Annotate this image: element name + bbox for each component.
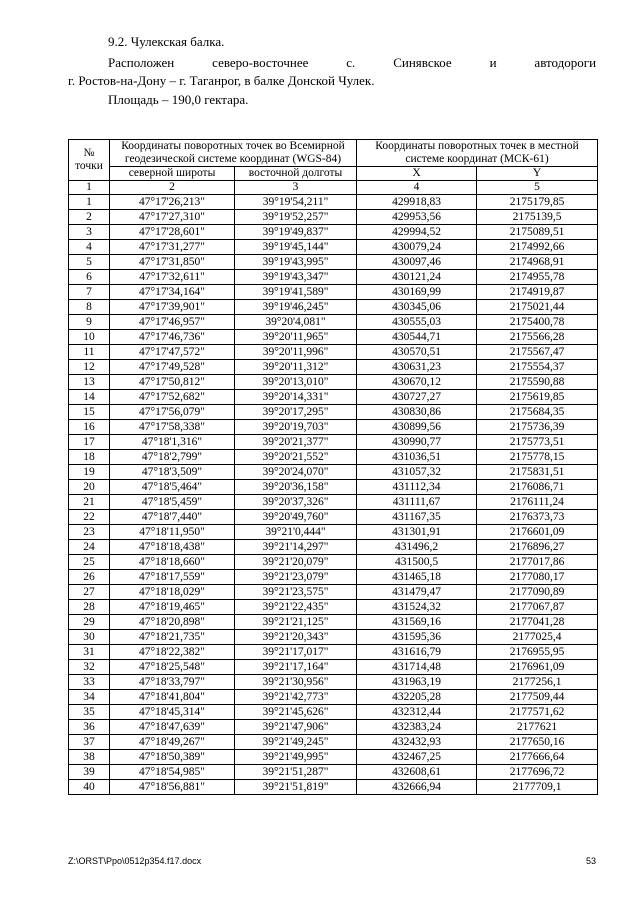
y-cell: 2175567,47 — [477, 345, 598, 360]
latitude-cell: 47°18'21,735" — [110, 630, 235, 645]
coordinates-table — [68, 139, 598, 795]
y-cell: 2177666,64 — [477, 750, 598, 765]
table-row — [69, 480, 598, 495]
point-number: 7 — [69, 285, 110, 300]
msk61-group-header: Координаты поворотных точек в местной системе координат (МСК-61) — [357, 140, 598, 167]
x-cell: 431167,35 — [357, 510, 477, 525]
y-cell: 2175089,51 — [477, 225, 598, 240]
x-cell: 430121,24 — [357, 270, 477, 285]
point-number: 31 — [69, 645, 110, 660]
table-row — [69, 330, 598, 345]
y-cell: 2175736,39 — [477, 420, 598, 435]
y-cell: 2175619,85 — [477, 390, 598, 405]
table-row — [69, 300, 598, 315]
table-row — [69, 240, 598, 255]
longitude-cell: 39°20'4,081" — [235, 315, 357, 330]
y-cell: 2176955,95 — [477, 645, 598, 660]
latitude-cell: 47°18'7,440" — [110, 510, 235, 525]
table-row — [69, 420, 598, 435]
point-number: 23 — [69, 525, 110, 540]
longitude-cell: 39°19'52,257" — [235, 210, 357, 225]
x-cell: 431595,36 — [357, 630, 477, 645]
longitude-cell: 39°19'45,144" — [235, 240, 357, 255]
x-cell: 431036,51 — [357, 450, 477, 465]
point-number: 16 — [69, 420, 110, 435]
x-cell: 431500,5 — [357, 555, 477, 570]
y-cell: 2176086,71 — [477, 480, 598, 495]
y-cell: 2177090,89 — [477, 585, 598, 600]
y-cell: 2175566,28 — [477, 330, 598, 345]
x-cell: 429953,56 — [357, 210, 477, 225]
y-cell: 2176111,24 — [477, 495, 598, 510]
area-text: Площадь – 190,0 гектара. — [108, 92, 249, 107]
table-row — [69, 510, 598, 525]
longitude-cell: 39°21'14,297" — [235, 540, 357, 555]
longitude-cell: 39°21'20,079" — [235, 555, 357, 570]
longitude-cell: 39°21'51,819" — [235, 780, 357, 795]
point-number: 9 — [69, 315, 110, 330]
location-word: и — [489, 55, 497, 70]
point-number: 27 — [69, 585, 110, 600]
point-number: 22 — [69, 510, 110, 525]
table-row — [69, 195, 598, 210]
y-cell: 2176961,09 — [477, 660, 598, 675]
y-cell: 2177571,62 — [477, 705, 598, 720]
latitude-cell: 47°17'34,164" — [110, 285, 235, 300]
column-number: 5 — [477, 181, 598, 195]
latitude-cell: 47°18'33,797" — [110, 675, 235, 690]
y-cell: 2175021,44 — [477, 300, 598, 315]
x-cell: 432666,94 — [357, 780, 477, 795]
longitude-cell: 39°21'23,079" — [235, 570, 357, 585]
longitude-cell: 39°20'37,326" — [235, 495, 357, 510]
longitude-cell: 39°19'41,589" — [235, 285, 357, 300]
latitude-cell: 47°18'18,660" — [110, 555, 235, 570]
y-cell: 2177080,17 — [477, 570, 598, 585]
x-cell: 430990,77 — [357, 435, 477, 450]
location-word: Расположен — [108, 55, 175, 70]
longitude-header: восточной долготы — [235, 167, 357, 181]
x-cell: 431479,47 — [357, 585, 477, 600]
table-row — [69, 315, 598, 330]
latitude-cell: 47°18'49,267" — [110, 735, 235, 750]
latitude-cell: 47°17'32,611" — [110, 270, 235, 285]
y-cell: 2176601,09 — [477, 525, 598, 540]
point-number: 11 — [69, 345, 110, 360]
y-cell: 2177709,1 — [477, 780, 598, 795]
x-cell: 431111,67 — [357, 495, 477, 510]
y-cell: 2174919,87 — [477, 285, 598, 300]
section-title: 9.2. Чулекская балка. — [108, 34, 225, 49]
column-number: 2 — [110, 181, 235, 195]
table-row — [69, 270, 598, 285]
y-cell: 2174955,78 — [477, 270, 598, 285]
table-row — [69, 555, 598, 570]
latitude-cell: 47°18'22,382" — [110, 645, 235, 660]
point-number: 5 — [69, 255, 110, 270]
longitude-cell: 39°21'21,125" — [235, 615, 357, 630]
table-row — [69, 720, 598, 735]
longitude-cell: 39°20'11,996" — [235, 345, 357, 360]
longitude-cell: 39°21'20,343" — [235, 630, 357, 645]
latitude-cell: 47°17'50,812" — [110, 375, 235, 390]
table-row — [69, 405, 598, 420]
longitude-cell: 39°21'49,245" — [235, 735, 357, 750]
table-row — [69, 495, 598, 510]
table-row — [69, 375, 598, 390]
column-number: 3 — [235, 181, 357, 195]
point-number: 29 — [69, 615, 110, 630]
y-cell: 2175554,37 — [477, 360, 598, 375]
point-number: 14 — [69, 390, 110, 405]
y-cell: 2177650,16 — [477, 735, 598, 750]
latitude-cell: 47°18'41,804" — [110, 690, 235, 705]
point-number: 4 — [69, 240, 110, 255]
longitude-cell: 39°21'51,287" — [235, 765, 357, 780]
x-cell: 430097,46 — [357, 255, 477, 270]
y-cell: 2177256,1 — [477, 675, 598, 690]
longitude-cell: 39°20'21,377" — [235, 435, 357, 450]
x-cell: 432608,61 — [357, 765, 477, 780]
point-number: 20 — [69, 480, 110, 495]
table-row — [69, 225, 598, 240]
point-number: 17 — [69, 435, 110, 450]
table-row — [69, 600, 598, 615]
table-row — [69, 540, 598, 555]
longitude-cell: 39°20'36,158" — [235, 480, 357, 495]
point-number: 38 — [69, 750, 110, 765]
page-number: 53 — [585, 856, 596, 866]
latitude-cell: 47°17'28,601" — [110, 225, 235, 240]
longitude-cell: 39°20'24,070" — [235, 465, 357, 480]
table-row — [69, 435, 598, 450]
longitude-cell: 39°20'49,760" — [235, 510, 357, 525]
latitude-cell: 47°18'3,509" — [110, 465, 235, 480]
point-number: 10 — [69, 330, 110, 345]
x-cell: 430544,71 — [357, 330, 477, 345]
x-cell: 432383,24 — [357, 720, 477, 735]
x-cell: 430631,23 — [357, 360, 477, 375]
point-number: 6 — [69, 270, 110, 285]
x-cell: 430727,27 — [357, 390, 477, 405]
point-number: 25 — [69, 555, 110, 570]
table-row — [69, 525, 598, 540]
latitude-cell: 47°18'5,464" — [110, 480, 235, 495]
y-cell: 2177621 — [477, 720, 598, 735]
y-cell: 2175179,85 — [477, 195, 598, 210]
y-cell: 2177025,4 — [477, 630, 598, 645]
point-number: 18 — [69, 450, 110, 465]
x-cell: 431714,48 — [357, 660, 477, 675]
longitude-cell: 39°20'17,295" — [235, 405, 357, 420]
table-body — [69, 195, 598, 795]
table-row — [69, 780, 598, 795]
table-row — [69, 705, 598, 720]
longitude-cell: 39°21'22,435" — [235, 600, 357, 615]
wgs84-group-header: Координаты поворотных точек во Всемирной геодезической системе координат (WGS-84) — [110, 140, 357, 167]
longitude-cell: 39°21'49,995" — [235, 750, 357, 765]
table-row — [69, 465, 598, 480]
point-number: 21 — [69, 495, 110, 510]
longitude-cell: 39°21'42,773" — [235, 690, 357, 705]
point-number: 12 — [69, 360, 110, 375]
latitude-cell: 47°18'47,639" — [110, 720, 235, 735]
x-cell: 431465,18 — [357, 570, 477, 585]
point-number: 37 — [69, 735, 110, 750]
point-number: 30 — [69, 630, 110, 645]
longitude-cell: 39°19'43,995" — [235, 255, 357, 270]
latitude-cell: 47°17'31,850" — [110, 255, 235, 270]
x-cell: 431301,91 — [357, 525, 477, 540]
point-number: 13 — [69, 375, 110, 390]
point-number: 36 — [69, 720, 110, 735]
longitude-cell: 39°20'11,312" — [235, 360, 357, 375]
y-header: Y — [477, 167, 598, 181]
latitude-cell: 47°18'11,950" — [110, 525, 235, 540]
location-line-1 — [108, 55, 596, 71]
y-cell: 2174968,91 — [477, 255, 598, 270]
table-row — [69, 660, 598, 675]
x-cell: 431057,32 — [357, 465, 477, 480]
latitude-cell: 47°18'19,465" — [110, 600, 235, 615]
latitude-cell: 47°17'39,901" — [110, 300, 235, 315]
table-row — [69, 675, 598, 690]
point-number: 40 — [69, 780, 110, 795]
table-row — [69, 615, 598, 630]
latitude-cell: 47°18'56,881" — [110, 780, 235, 795]
y-cell: 2175778,15 — [477, 450, 598, 465]
table-row — [69, 285, 598, 300]
latitude-cell: 47°18'54,985" — [110, 765, 235, 780]
y-cell: 2176896,27 — [477, 540, 598, 555]
y-cell: 2177067,87 — [477, 600, 598, 615]
y-cell: 2175139,5 — [477, 210, 598, 225]
x-cell: 430345,06 — [357, 300, 477, 315]
point-number: 1 — [69, 195, 110, 210]
footer-file-path: Z:\ORST\Ppo\0512p354.f17.docx — [68, 856, 202, 866]
x-header: X — [357, 167, 477, 181]
latitude-cell: 47°18'18,029" — [110, 585, 235, 600]
point-number: 33 — [69, 675, 110, 690]
longitude-cell: 39°21'23,575" — [235, 585, 357, 600]
table-row — [69, 255, 598, 270]
latitude-cell: 47°18'25,548" — [110, 660, 235, 675]
point-number: 15 — [69, 405, 110, 420]
point-number: 26 — [69, 570, 110, 585]
point-number: 19 — [69, 465, 110, 480]
y-cell: 2175831,51 — [477, 465, 598, 480]
x-cell: 432312,44 — [357, 705, 477, 720]
latitude-cell: 47°18'1,316" — [110, 435, 235, 450]
longitude-cell: 39°21'17,017" — [235, 645, 357, 660]
x-cell: 431569,16 — [357, 615, 477, 630]
x-cell: 431112,34 — [357, 480, 477, 495]
longitude-cell: 39°21'17,164" — [235, 660, 357, 675]
latitude-cell: 47°17'46,736" — [110, 330, 235, 345]
y-cell: 2176373,73 — [477, 510, 598, 525]
x-cell: 430670,12 — [357, 375, 477, 390]
table-row — [69, 585, 598, 600]
x-cell: 432467,25 — [357, 750, 477, 765]
y-cell: 2177696,72 — [477, 765, 598, 780]
column-number: 4 — [357, 181, 477, 195]
point-number: 24 — [69, 540, 110, 555]
x-cell: 430570,51 — [357, 345, 477, 360]
table-row — [69, 690, 598, 705]
table-row — [69, 390, 598, 405]
latitude-cell: 47°17'27,310" — [110, 210, 235, 225]
latitude-cell: 47°18'20,898" — [110, 615, 235, 630]
longitude-cell: 39°20'14,331" — [235, 390, 357, 405]
y-cell: 2174992,66 — [477, 240, 598, 255]
latitude-header: северной широты — [110, 167, 235, 181]
latitude-cell: 47°18'18,438" — [110, 540, 235, 555]
longitude-cell: 39°21'47,906" — [235, 720, 357, 735]
x-cell: 431524,32 — [357, 600, 477, 615]
y-cell: 2177509,44 — [477, 690, 598, 705]
location-word: северо-восточнее — [212, 55, 309, 70]
x-cell: 430899,56 — [357, 420, 477, 435]
longitude-cell: 39°21'45,626" — [235, 705, 357, 720]
y-cell: 2175773,51 — [477, 435, 598, 450]
latitude-cell: 47°17'49,528" — [110, 360, 235, 375]
table-row — [69, 735, 598, 750]
location-word: автодороги — [534, 55, 597, 70]
x-cell: 430830,86 — [357, 405, 477, 420]
latitude-cell: 47°17'58,338" — [110, 420, 235, 435]
point-number: 3 — [69, 225, 110, 240]
table-row — [69, 765, 598, 780]
longitude-cell: 39°21'30,956" — [235, 675, 357, 690]
table-row — [69, 210, 598, 225]
y-cell: 2177041,28 — [477, 615, 598, 630]
point-number: 2 — [69, 210, 110, 225]
point-number: 8 — [69, 300, 110, 315]
y-cell: 2175590,88 — [477, 375, 598, 390]
x-cell: 430555,03 — [357, 315, 477, 330]
location-word: с. — [346, 55, 356, 70]
point-number: 39 — [69, 765, 110, 780]
x-cell: 431963,19 — [357, 675, 477, 690]
latitude-cell: 47°17'52,682" — [110, 390, 235, 405]
longitude-cell: 39°20'19,703" — [235, 420, 357, 435]
x-cell: 431496,2 — [357, 540, 477, 555]
longitude-cell: 39°20'11,965" — [235, 330, 357, 345]
table-row — [69, 360, 598, 375]
point-number: 35 — [69, 705, 110, 720]
y-cell: 2175684,35 — [477, 405, 598, 420]
longitude-cell: 39°20'21,552" — [235, 450, 357, 465]
longitude-cell: 39°19'43,347" — [235, 270, 357, 285]
x-cell: 431616,79 — [357, 645, 477, 660]
latitude-cell: 47°17'47,572" — [110, 345, 235, 360]
latitude-cell: 47°17'26,213" — [110, 195, 235, 210]
table-row — [69, 630, 598, 645]
x-cell: 430079,24 — [357, 240, 477, 255]
longitude-cell: 39°21'0,444" — [235, 525, 357, 540]
latitude-cell: 47°18'17,559" — [110, 570, 235, 585]
location-line-2: г. Ростов-на-Дону – г. Таганрог, в балке Донской Чулек. — [68, 73, 375, 88]
table-row — [69, 345, 598, 360]
y-cell: 2177017,86 — [477, 555, 598, 570]
location-word: Синявское — [393, 55, 452, 70]
x-cell: 432432,93 — [357, 735, 477, 750]
latitude-cell: 47°17'31,277" — [110, 240, 235, 255]
table-row — [69, 450, 598, 465]
latitude-cell: 47°18'5,459" — [110, 495, 235, 510]
x-cell: 429994,52 — [357, 225, 477, 240]
longitude-cell: 39°19'49,837" — [235, 225, 357, 240]
x-cell: 430169,99 — [357, 285, 477, 300]
point-number: 34 — [69, 690, 110, 705]
latitude-cell: 47°18'2,799" — [110, 450, 235, 465]
x-cell: 429918,83 — [357, 195, 477, 210]
longitude-cell: 39°20'13,010" — [235, 375, 357, 390]
column-number: 1 — [69, 181, 110, 195]
point-number-header: № точки — [69, 140, 110, 181]
latitude-cell: 47°18'45,314" — [110, 705, 235, 720]
table-row — [69, 645, 598, 660]
longitude-cell: 39°19'54,211" — [235, 195, 357, 210]
point-number: 28 — [69, 600, 110, 615]
latitude-cell: 47°17'56,079" — [110, 405, 235, 420]
table-row — [69, 570, 598, 585]
table-row — [69, 750, 598, 765]
latitude-cell: 47°18'50,389" — [110, 750, 235, 765]
y-cell: 2175400,78 — [477, 315, 598, 330]
x-cell: 432205,28 — [357, 690, 477, 705]
point-number: 32 — [69, 660, 110, 675]
longitude-cell: 39°19'46,245" — [235, 300, 357, 315]
latitude-cell: 47°17'46,957" — [110, 315, 235, 330]
